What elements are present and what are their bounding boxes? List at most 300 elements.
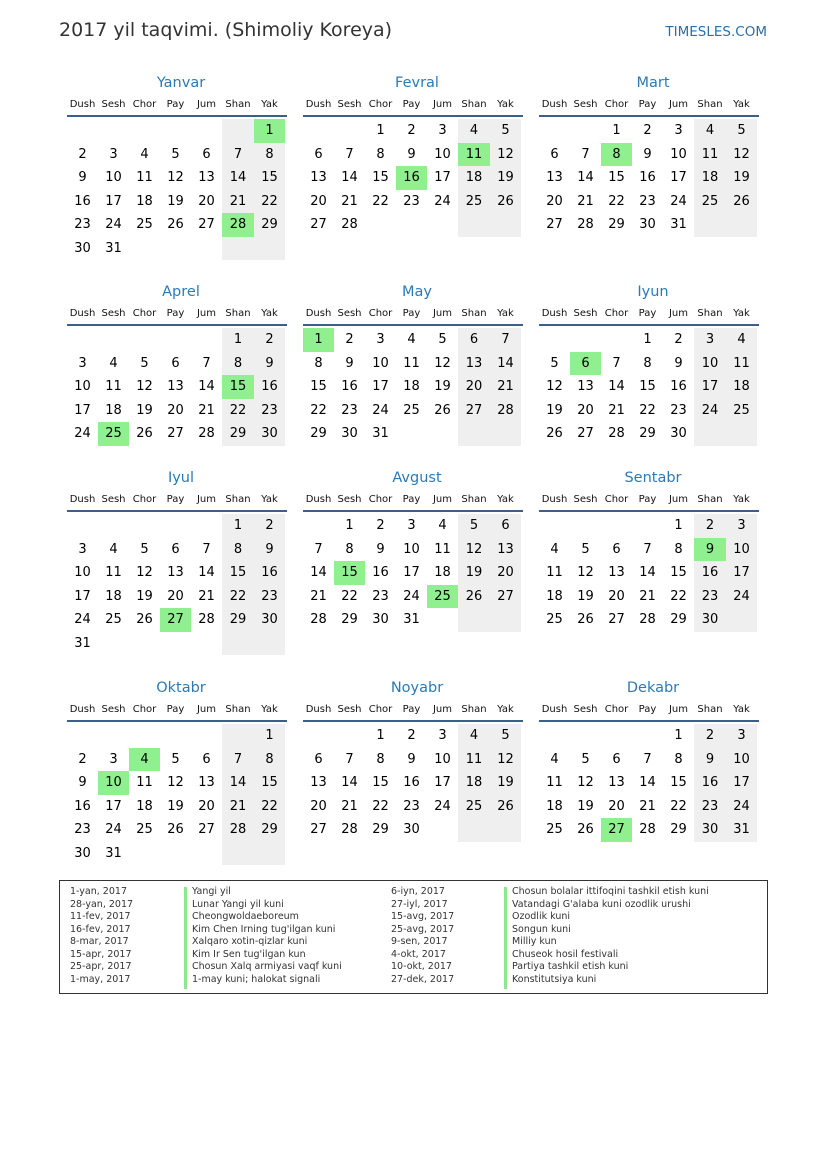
empty-cell [98, 724, 129, 748]
empty-cell [427, 608, 458, 632]
day-cell: 7 [643, 541, 652, 557]
day-cell: 21 [222, 190, 254, 214]
empty-cell [222, 724, 254, 748]
empty-cell [160, 119, 191, 143]
day-cell: 26 [726, 190, 757, 214]
day-cell: 21 [341, 193, 358, 209]
weekday-label: Yak [261, 704, 278, 715]
weekday-label: Sesh [337, 704, 362, 715]
header-rule [303, 115, 523, 117]
month-block [67, 283, 287, 446]
day-cell: 21 [639, 588, 656, 604]
day-cell: 16 [403, 775, 420, 790]
day-cell: 5 [171, 146, 180, 162]
day-cell: 18 [105, 402, 122, 418]
month-name: Oktabr [156, 680, 206, 696]
weekday-label: Dush [305, 99, 332, 110]
day-cell: 28 [639, 822, 656, 837]
empty-cell [160, 237, 191, 261]
day-cell: 7 [345, 146, 354, 162]
weekday-header [539, 702, 759, 718]
weekday-label: Chor [604, 704, 629, 715]
weekday-label: Dush [305, 494, 332, 505]
day-cell: 3 [438, 123, 447, 138]
day-cell: 13 [198, 775, 215, 790]
day-cell: 12 [136, 379, 153, 394]
day-cell: 19 [136, 588, 153, 604]
day-cell: 6 [202, 146, 211, 162]
weekday-label: Pay [638, 494, 657, 505]
month-block [539, 283, 759, 446]
empty-cell [160, 724, 191, 748]
day-cell: 8 [222, 352, 254, 376]
day-cell: 9 [407, 146, 416, 162]
weekday-label: Dush [69, 308, 96, 319]
day-cell: 19 [458, 561, 490, 585]
day-cell: 1 [643, 332, 652, 347]
day-cell: 24 [726, 585, 757, 609]
day-cell: 30 [74, 845, 91, 861]
day-cell: 4 [407, 332, 416, 347]
day-cell: 20 [608, 798, 625, 814]
day-cell: 23 [694, 585, 726, 609]
empty-cell [129, 514, 160, 538]
month-block [67, 74, 287, 260]
legend-date: 25-avg, 2017 [391, 923, 455, 935]
empty-cell [694, 213, 726, 237]
day-cell: 15 [670, 565, 687, 580]
empty-cell [303, 724, 334, 748]
day-cell: 17 [74, 402, 91, 418]
empty-cell [191, 842, 222, 866]
weekday-label: Chor [132, 704, 157, 715]
empty-cell [539, 119, 570, 143]
day-cell: 7 [612, 355, 621, 371]
weekday-label: Jum [668, 99, 689, 110]
day-cell: 12 [577, 565, 594, 580]
header-rule [539, 720, 759, 722]
day-cell: 3 [78, 355, 87, 371]
weekday-header [303, 306, 523, 322]
day-cell: 19 [490, 166, 521, 190]
weekday-label: Dush [69, 494, 96, 505]
day-cell: 26 [577, 612, 594, 627]
day-cell: 14 [639, 565, 656, 580]
day-cell: 2 [376, 518, 385, 533]
day-cell: 22 [639, 402, 656, 418]
weekday-header [303, 492, 523, 508]
day-cell: 7 [314, 541, 323, 557]
weekday-label: Pay [402, 99, 421, 110]
day-cell: 28 [222, 213, 254, 237]
legend-date: 28-yan, 2017 [70, 898, 134, 910]
day-cell: 16 [694, 771, 726, 795]
empty-cell [458, 608, 490, 632]
month-name: Dekabr [626, 680, 680, 696]
day-cell: 11 [403, 355, 420, 371]
day-cell: 21 [310, 588, 327, 604]
legend-date: 1-yan, 2017 [70, 886, 127, 897]
day-cell: 29 [341, 612, 358, 627]
day-cell: 20 [310, 798, 327, 814]
day-cell: 2 [694, 514, 726, 538]
legend-date: 27-iyl, 2017 [391, 898, 448, 910]
day-cell: 6 [570, 352, 601, 376]
day-cell: 12 [726, 143, 757, 167]
day-cell: 25 [458, 795, 490, 819]
weekday-label: Shan [461, 704, 487, 715]
empty-cell [129, 724, 160, 748]
day-cell: 22 [670, 798, 687, 814]
day-grid [303, 724, 523, 842]
day-cell: 8 [222, 538, 254, 562]
day-cell: 23 [341, 402, 358, 418]
day-cell: 22 [222, 585, 254, 609]
empty-cell [191, 237, 222, 261]
legend-holiday-name: Chosun bolalar ittifoqini tashkil etish kuni [512, 886, 709, 897]
day-cell: 6 [202, 751, 211, 767]
day-cell: 26 [136, 612, 153, 627]
day-cell: 16 [694, 561, 726, 585]
day-cell: 9 [694, 538, 726, 562]
day-cell: 12 [546, 379, 563, 394]
day-cell: 2 [254, 328, 285, 352]
weekday-label: Jum [668, 308, 689, 319]
weekday-label: Pay [638, 704, 657, 715]
weekday-label: Shan [461, 99, 487, 110]
header-rule [67, 115, 287, 117]
weekday-header [539, 306, 759, 322]
day-grid [67, 119, 287, 260]
legend-holiday-name: Lunar Yangi yil kuni [192, 898, 284, 910]
day-cell: 12 [490, 748, 521, 772]
empty-cell [490, 422, 521, 446]
day-cell: 18 [726, 375, 757, 399]
empty-cell [67, 724, 98, 748]
day-cell: 24 [403, 588, 420, 604]
header-rule [67, 324, 287, 326]
weekday-label: Sesh [101, 704, 126, 715]
day-cell: 20 [490, 561, 521, 585]
day-cell: 4 [550, 751, 559, 767]
weekday-header [67, 306, 287, 322]
day-cell: 30 [341, 426, 358, 441]
day-cell: 7 [222, 143, 254, 167]
empty-cell [222, 119, 254, 143]
day-cell: 6 [612, 541, 621, 557]
day-cell: 22 [372, 193, 389, 209]
site-link[interactable]: TIMESLES.COM [665, 24, 767, 40]
weekday-label: Shan [697, 308, 723, 319]
weekday-label: Yak [497, 704, 514, 715]
day-cell: 23 [639, 193, 656, 209]
holiday-legend [59, 880, 768, 994]
day-cell: 15 [639, 379, 656, 394]
day-cell: 16 [254, 561, 285, 585]
legend-holiday-name: Milliy kun [512, 936, 557, 947]
day-cell: 14 [198, 565, 215, 580]
day-cell: 11 [105, 565, 122, 580]
day-cell: 1 [376, 728, 385, 743]
day-cell: 17 [74, 588, 91, 604]
day-cell: 9 [254, 538, 285, 562]
day-cell: 10 [98, 771, 129, 795]
day-cell: 18 [434, 565, 451, 580]
day-cell: 8 [345, 541, 354, 557]
day-cell: 21 [577, 193, 594, 209]
empty-cell [427, 818, 458, 842]
day-cell: 23 [670, 402, 687, 418]
day-cell: 11 [726, 352, 757, 376]
day-cell: 14 [310, 565, 327, 580]
weekday-label: Yak [733, 704, 750, 715]
day-cell: 4 [140, 146, 149, 162]
weekday-label: Pay [402, 704, 421, 715]
day-cell: 30 [670, 426, 687, 441]
empty-cell [427, 213, 458, 237]
weekday-label: Jum [668, 704, 689, 715]
legend-holiday-name: Cheongwoldaeboreum [192, 911, 299, 922]
day-cell: 9 [78, 170, 87, 185]
day-cell: 19 [577, 588, 594, 604]
day-cell: 25 [694, 190, 726, 214]
day-cell: 28 [341, 822, 358, 837]
day-cell: 14 [608, 379, 625, 394]
weekday-label: Chor [368, 99, 393, 110]
day-cell: 24 [434, 798, 451, 814]
empty-cell [191, 724, 222, 748]
day-cell: 19 [167, 798, 184, 814]
day-cell: 5 [490, 119, 521, 143]
day-cell: 28 [639, 612, 656, 627]
day-grid [67, 514, 287, 655]
empty-cell [129, 119, 160, 143]
month-name: Noyabr [390, 680, 444, 696]
empty-cell [726, 213, 757, 237]
day-cell: 31 [670, 217, 687, 232]
day-cell: 16 [639, 170, 656, 185]
day-cell: 17 [105, 798, 122, 814]
day-cell: 7 [202, 355, 211, 371]
day-cell: 12 [167, 775, 184, 790]
day-cell: 12 [577, 775, 594, 790]
day-cell: 2 [674, 332, 683, 347]
day-cell: 2 [78, 146, 87, 162]
day-cell: 10 [434, 146, 451, 162]
legend-date: 27-dek, 2017 [391, 973, 455, 985]
day-cell: 11 [434, 541, 451, 557]
weekday-label: Dush [541, 704, 568, 715]
day-cell: 23 [403, 193, 420, 209]
day-grid [303, 119, 523, 237]
day-cell: 25 [403, 402, 420, 418]
day-cell: 31 [372, 426, 389, 441]
day-cell: 11 [546, 565, 563, 580]
day-cell: 1 [254, 119, 285, 143]
day-cell: 21 [222, 795, 254, 819]
day-cell: 24 [726, 795, 757, 819]
day-cell: 13 [577, 379, 594, 394]
day-cell: 11 [546, 775, 563, 790]
day-cell: 27 [310, 822, 327, 837]
weekday-label: Shan [225, 99, 251, 110]
empty-cell [396, 213, 427, 237]
month-name: Fevral [395, 75, 439, 91]
day-cell: 27 [608, 612, 625, 627]
day-cell: 8 [674, 541, 683, 557]
day-cell: 25 [546, 612, 563, 627]
day-cell: 8 [254, 143, 285, 167]
day-cell: 13 [608, 565, 625, 580]
day-cell: 11 [136, 775, 153, 790]
empty-cell [601, 514, 632, 538]
day-cell: 6 [612, 751, 621, 767]
day-cell: 16 [341, 379, 358, 394]
day-cell: 9 [376, 541, 385, 557]
day-cell: 6 [171, 355, 180, 371]
day-cell: 22 [254, 795, 285, 819]
day-cell: 31 [726, 818, 757, 842]
legend-holiday-name: Chuseok hosil festivali [512, 948, 619, 960]
weekday-label: Jum [432, 494, 453, 505]
day-cell: 29 [670, 822, 687, 837]
empty-cell [694, 422, 726, 446]
weekday-label: Dush [541, 308, 568, 319]
empty-cell [632, 724, 663, 748]
empty-cell [726, 422, 757, 446]
day-cell: 21 [341, 798, 358, 814]
weekday-label: Pay [638, 308, 657, 319]
day-grid [539, 119, 759, 237]
day-cell: 10 [670, 146, 687, 162]
empty-cell [254, 632, 285, 656]
legend-date: 10-okt, 2017 [391, 961, 452, 972]
weekday-header [539, 492, 759, 508]
day-cell: 5 [438, 332, 447, 347]
day-cell: 1 [303, 328, 334, 352]
day-cell: 4 [129, 748, 160, 772]
weekday-header [67, 702, 287, 718]
day-cell: 15 [372, 170, 389, 185]
day-cell: 14 [198, 379, 215, 394]
header-rule [303, 510, 523, 512]
weekday-label: Dush [541, 494, 568, 505]
day-cell: 31 [105, 240, 122, 256]
legend-holiday-name: Songun kuni [512, 923, 571, 935]
day-cell: 2 [407, 123, 416, 138]
weekday-label: Dush [69, 99, 96, 110]
day-cell: 6 [458, 328, 490, 352]
day-cell: 21 [639, 798, 656, 814]
day-cell: 20 [546, 193, 563, 209]
day-cell: 18 [546, 588, 563, 604]
month-block [539, 679, 759, 842]
day-cell: 3 [694, 328, 726, 352]
empty-cell [458, 213, 490, 237]
day-cell: 12 [458, 538, 490, 562]
legend-date: 4-okt, 2017 [391, 948, 446, 960]
day-cell: 5 [171, 751, 180, 767]
empty-cell [396, 422, 427, 446]
day-cell: 19 [434, 379, 451, 394]
weekday-label: Jum [668, 494, 689, 505]
weekday-label: Chor [604, 99, 629, 110]
day-cell: 28 [490, 399, 521, 423]
day-cell: 29 [608, 217, 625, 232]
day-cell: 22 [608, 193, 625, 209]
legend-date: 6-iyn, 2017 [391, 886, 445, 897]
day-cell: 11 [136, 170, 153, 185]
day-cell: 18 [546, 798, 563, 814]
empty-cell [490, 608, 521, 632]
day-cell: 29 [372, 822, 389, 837]
weekday-label: Yak [497, 308, 514, 319]
month-block [303, 679, 523, 842]
day-cell: 4 [109, 355, 118, 371]
day-cell: 3 [109, 146, 118, 162]
day-cell: 19 [490, 771, 521, 795]
day-cell: 9 [78, 775, 87, 790]
day-cell: 2 [345, 332, 354, 347]
weekday-label: Sesh [573, 99, 598, 110]
day-cell: 17 [105, 193, 122, 209]
empty-cell [222, 842, 254, 866]
day-cell: 20 [458, 375, 490, 399]
day-cell: 11 [694, 143, 726, 167]
empty-cell [98, 632, 129, 656]
day-cell: 27 [458, 399, 490, 423]
weekday-label: Sesh [101, 99, 126, 110]
day-cell: 24 [670, 193, 687, 209]
month-name: Yanvar [156, 75, 206, 91]
day-grid [303, 514, 523, 632]
day-cell: 20 [198, 193, 215, 209]
legend-left-dates [70, 886, 133, 986]
day-cell: 20 [608, 588, 625, 604]
empty-cell [303, 119, 334, 143]
day-cell: 7 [581, 146, 590, 162]
weekday-label: Pay [638, 99, 657, 110]
day-cell: 23 [694, 795, 726, 819]
weekday-label: Sesh [573, 494, 598, 505]
header-rule [67, 720, 287, 722]
day-cell: 13 [608, 775, 625, 790]
day-cell: 4 [458, 724, 490, 748]
day-cell: 29 [639, 426, 656, 441]
day-cell: 15 [254, 771, 285, 795]
day-cell: 26 [546, 426, 563, 441]
weekday-label: Shan [697, 704, 723, 715]
weekday-label: Yak [497, 99, 514, 110]
empty-cell [601, 328, 632, 352]
day-cell: 8 [376, 146, 385, 162]
empty-cell [427, 422, 458, 446]
weekday-label: Sesh [337, 99, 362, 110]
day-grid [303, 328, 523, 446]
day-cell: 2 [407, 728, 416, 743]
day-cell: 5 [581, 541, 590, 557]
day-grid [539, 328, 759, 446]
legend-bar-right [504, 887, 507, 989]
weekday-label: Jum [432, 704, 453, 715]
day-cell: 2 [254, 514, 285, 538]
weekday-header [539, 97, 759, 113]
empty-cell [191, 514, 222, 538]
day-cell: 30 [694, 818, 726, 842]
day-cell: 14 [639, 775, 656, 790]
day-cell: 16 [372, 565, 389, 580]
day-cell: 13 [198, 170, 215, 185]
